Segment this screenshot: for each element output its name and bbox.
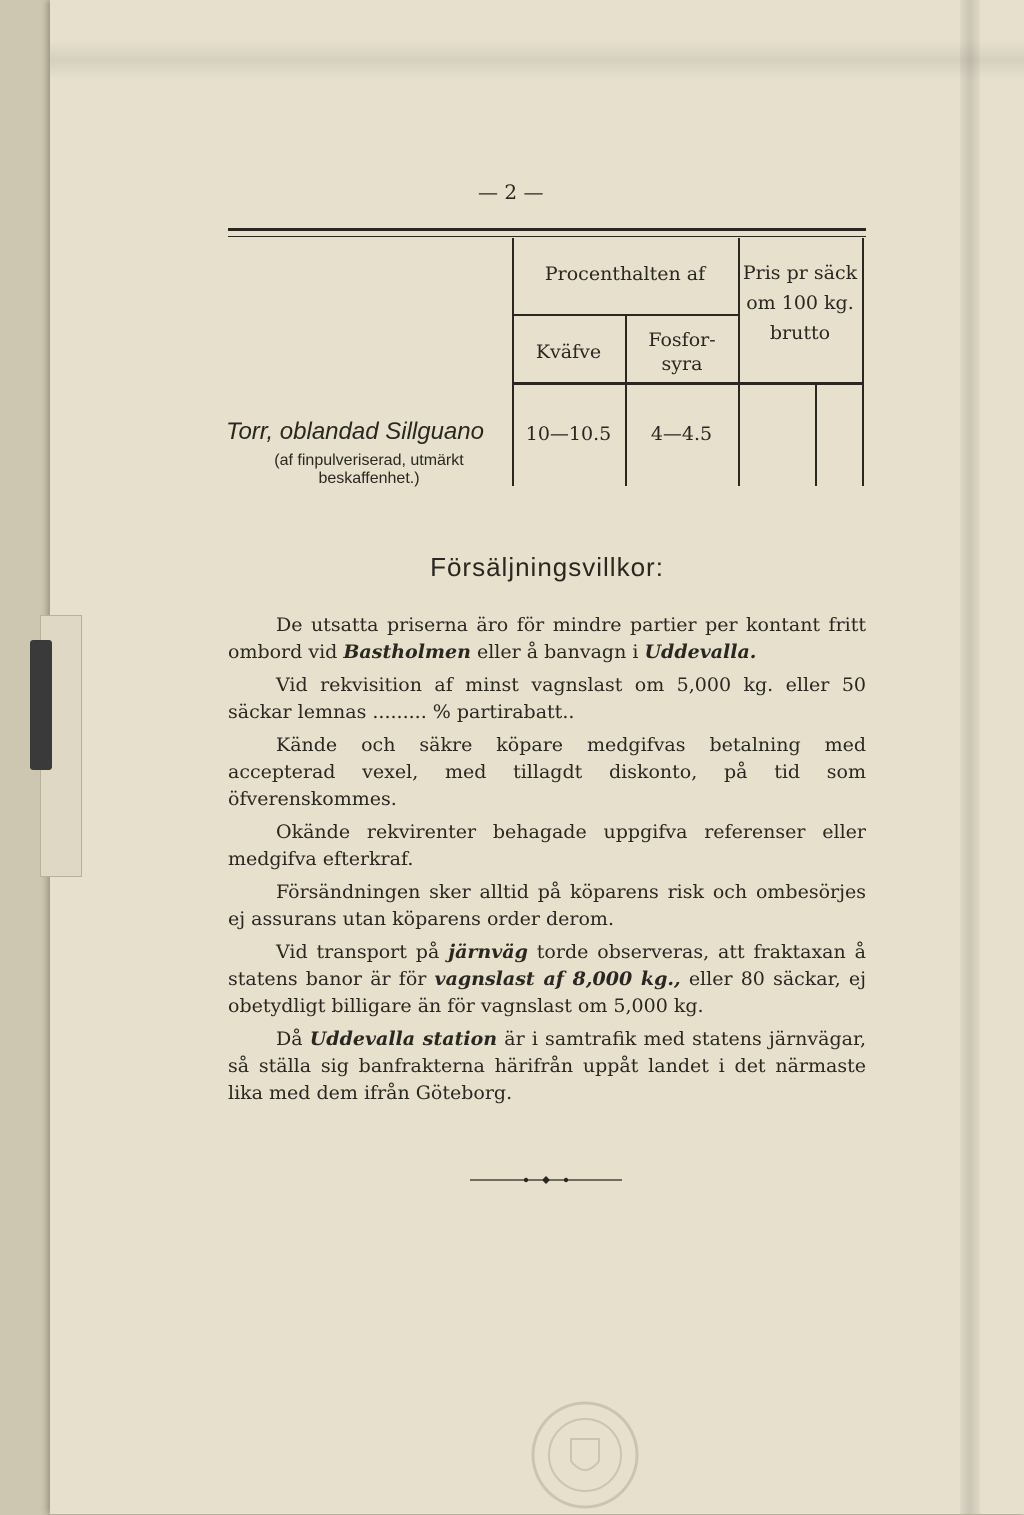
header-kvafve: Kväfve [535, 341, 602, 363]
product-description: (af finpulveriserad, utmärkt beskaffenhet.) [274, 452, 464, 487]
emphasis: järnväg [448, 941, 528, 963]
paragraph: Okände rekvirenter behagade uppgifva referenser eller medgifva efterkraf. [228, 821, 866, 870]
product-name: Torr, oblandad Sillguano [226, 418, 484, 445]
table-top-rule-thin [228, 236, 866, 237]
paper-fold-right [960, 0, 980, 1514]
table-col-divider [815, 384, 817, 486]
place-name: Bastholmen [343, 641, 471, 663]
ornament-divider-icon [470, 1174, 622, 1186]
table-col-divider [738, 238, 740, 486]
terms-body [228, 612, 866, 1113]
cell-kvafve-value: 10—10.5 [525, 423, 612, 445]
terms-heading: Försäljningsvillkor: [430, 552, 664, 582]
table-col-divider [862, 238, 864, 486]
header-fosforsyra: Fosfor- syra [648, 329, 716, 375]
paragraph: De utsatta priserna äro för mindre partier per kontant fritt ombord vid Bastholmen eller å banvagn i Uddevalla. [228, 614, 866, 663]
table-header-rule [512, 382, 864, 385]
table-top-rule [228, 228, 866, 231]
table-subheader-rule [512, 314, 738, 316]
page-number: — 2 — [478, 180, 544, 204]
library-stamp-icon [525, 1395, 645, 1515]
paragraph: Då Uddevalla station är i samtrafik med statens järnvägar, så ställa sig banfrakterna härifrån uppåt landet i det närmaste lika med dem ifrån Göteborg. [228, 1028, 867, 1104]
emphasis: Uddevalla station [309, 1028, 498, 1050]
paragraph: Vid rekvisition af minst vagnslast om 5,000 kg. eller 50 säckar lemnas ......... % partirabatt.. [228, 674, 866, 723]
header-procenthalten: Procenthalten af [544, 263, 706, 285]
binder-clip [30, 640, 52, 770]
paper-fold [50, 40, 1024, 80]
place-name: Uddevalla. [644, 641, 757, 663]
header-pris: Pris pr säck om 100 kg. brutto [742, 262, 858, 344]
paragraph: Försändningen sker alltid på köparens risk och ombesörjes ej assurans utan köparens order derom. [228, 881, 866, 930]
table-col-divider [625, 316, 627, 486]
paragraph: Vid transport på järnväg torde observeras, att fraktaxan å statens banor är för vagnslast af 8,000 kg., eller 80 säckar, ej obetydligt billigare än för vagnslast om 5,000 kg. [228, 941, 866, 1017]
cell-fosforsyra-value: 4—4.5 [650, 423, 713, 445]
emphasis: vagnslast af 8,000 kg., [434, 968, 681, 990]
paragraph: Kände och säkre köpare medgifvas betalning med accepterad vexel, med tillagdt diskonto, på tid som öfverenskommes. [228, 734, 866, 810]
